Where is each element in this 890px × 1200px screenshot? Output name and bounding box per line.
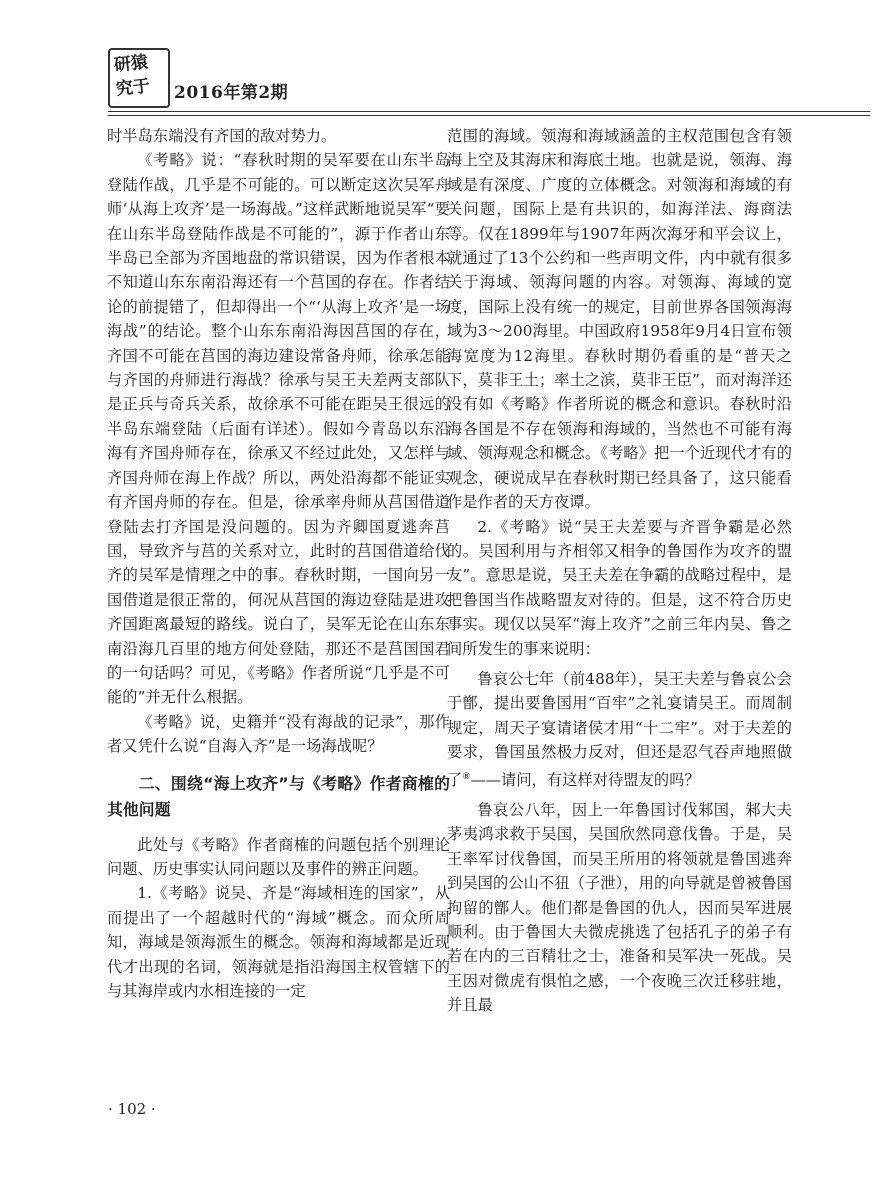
logo-text-bottom: 究于 xyxy=(115,76,151,100)
paragraph-text: 鲁哀公七年（前488年），吴王夫差与鲁哀公会于鄫，提出要鲁国用“百牢”之礼宴请吴王。而周制规定，周天子宴请诸侯才用“十二牢”。对于夫差的要求，鲁国虽然极力反对，但还是忍气吞声地照做了 xyxy=(447,669,792,789)
paragraph-text: ——请问，有这样对待盟友的吗？ xyxy=(470,770,700,789)
paragraph: 1.《考略》说吴、齐是“海域相连的国家”，从而提出了一个超越时代的“海域”概念。而众所周知，海域是领海派生的概念。领海和海域都是近现代才出现的名词，领海就是指沿海国主权管辖下的与其海岸或内水相连接的一定 xyxy=(107,884,450,1000)
paragraph-with-footnote xyxy=(447,667,792,792)
paragraph: 2.《考略》说“吴王夫差要与齐晋争霸是必然的。吴国利用与齐相邻又相争的鲁国作为攻齐的盟友”。意思是说，吴王夫差在争霸的战略过程中，是把鲁国当作战略盟友对待的。但是，这不符合历史事实。现仅以吴军“海上攻齐”之前三年内吴、鲁之间所发生的事来说明： xyxy=(447,517,792,658)
issue-label: 2016年第2期 xyxy=(174,83,289,103)
footnote-marker: ⑧ xyxy=(462,771,471,782)
paragraph: 鲁哀公八年，因上一年鲁国讨伐邾国，邾大夫茅夷鸿求救于吴国，吴国欣然同意伐鲁。于是，吴王率军讨伐鲁国，而吴王所用的将领就是鲁国逃奔到吴国的公山不狃（子泄），用的向导就是曾被鲁国拘留的鄫人。他们都是鲁国的仇人，因而吴军进展顺利。由于鲁国大夫微虎挑选了包括孔子的弟子有若在内的三百精壮之士，准备和吴军决一死战。吴王因对微虎有惧怕之感，一个夜晚三次迁移驻地，并且最 xyxy=(447,801,792,1015)
paragraph: 范围的海域。领海和海域涵盖的主权范围包含有领海上空及其海床和海底土地。也就是说，领海、海域是有深度、广度的立体概念。对领海和海域的有关问题，国际上是有共识的，如海洋法、海商法等。仅在1899年与1907年两次海牙和平会议上，就通过了13个公约和一些声明文件，内中就有很多关于海域、领海问题的内容。对领海、海域的宽度，国际上没有统一的规定，目前世界各国领海海域为3～200海里。中国政府1958年9月4日宣布领海宽度为12海里。春秋时期仍看重的是“普天之下，莫非王土；率土之滨，莫非王臣”，而对海洋还没有如《考略》作者所说的概念和意识。春秋时沿海各国是不存在领海和海域的，当然也不可能有海域、领海观念和概念。《考略》把一个近现代才有的观念，硬说成早在春秋时期已经具备了，这只能看作是作者的天方夜谭。 xyxy=(447,127,792,512)
logo-text-top: 研猿 xyxy=(113,52,149,76)
page-header xyxy=(108,40,868,110)
section-heading: 二、围绕“海上攻齐”与《考略》作者商榷的其他问题 xyxy=(107,773,450,819)
header-rule-bottom xyxy=(108,115,870,116)
page-number: · 102 · xyxy=(108,1100,156,1118)
journal-logo xyxy=(108,48,170,108)
paragraph: 时半岛东端没有齐国的敌对势力。 xyxy=(107,127,337,145)
paragraph: 《考略》说，史籍并“没有海战的记录”，那作者又凭什么说“自海入齐”是一场海战呢？ xyxy=(107,712,450,756)
header-rule-top xyxy=(108,111,870,112)
left-column xyxy=(107,124,450,1003)
paragraph: 此处与《考略》作者商榷的问题包括个别理论问题、历史事实认同问题以及事件的辨正问题。 xyxy=(107,835,450,878)
paragraph: 《考略》说：“春秋时期的吴军要在山东半岛登陆作战，几乎是不可能的。可以断定这次吴军舟师‘从海上攻齐’是一场海战。”这样武断地说吴军“要在山东半岛登陆作战是不可能的”，源于作者山东半岛已全部为齐国地盘的常识错误，因为作者根本不知道山东东南沿海还有一个莒国的存在。作者结论的前提错了，但却得出一个“‘从海上攻齐’是一场海战”的结论。整个山东东南沿海因莒国的存在，齐国不可能在莒国的海边建设常备舟师，徐承怎能与齐国的舟师进行海战？徐承与吴王夫差两支部队是正兵与奇兵关系，故徐承不可能在距吴王很远的半岛东端登陆（后面有详述）。假如今青岛以东沿海有齐国舟师存在，徐承又不经过此处，又怎样与齐国舟师在海上作战？所以，两处沿海都不能证实有齐国舟师的存在。但是，徐承率舟师从莒国借道登陆去打齐国是没问题的。因为齐卿国夏逃奔莒国，导致齐与莒的关系对立，此时的莒国借道给伐齐的吴军是情理之中的事。春秋时期，一国向另一国借道是很正常的，何况从莒国的海边登陆是进攻齐国距离最短的路线。说白了，吴军无论在山东东南沿海几百里的地方何处登陆，那还不是莒国国君的一句话吗？可见，《考略》作者所说“几乎是不可能的”并无什么根据。 xyxy=(107,151,450,707)
right-column xyxy=(447,124,792,1018)
